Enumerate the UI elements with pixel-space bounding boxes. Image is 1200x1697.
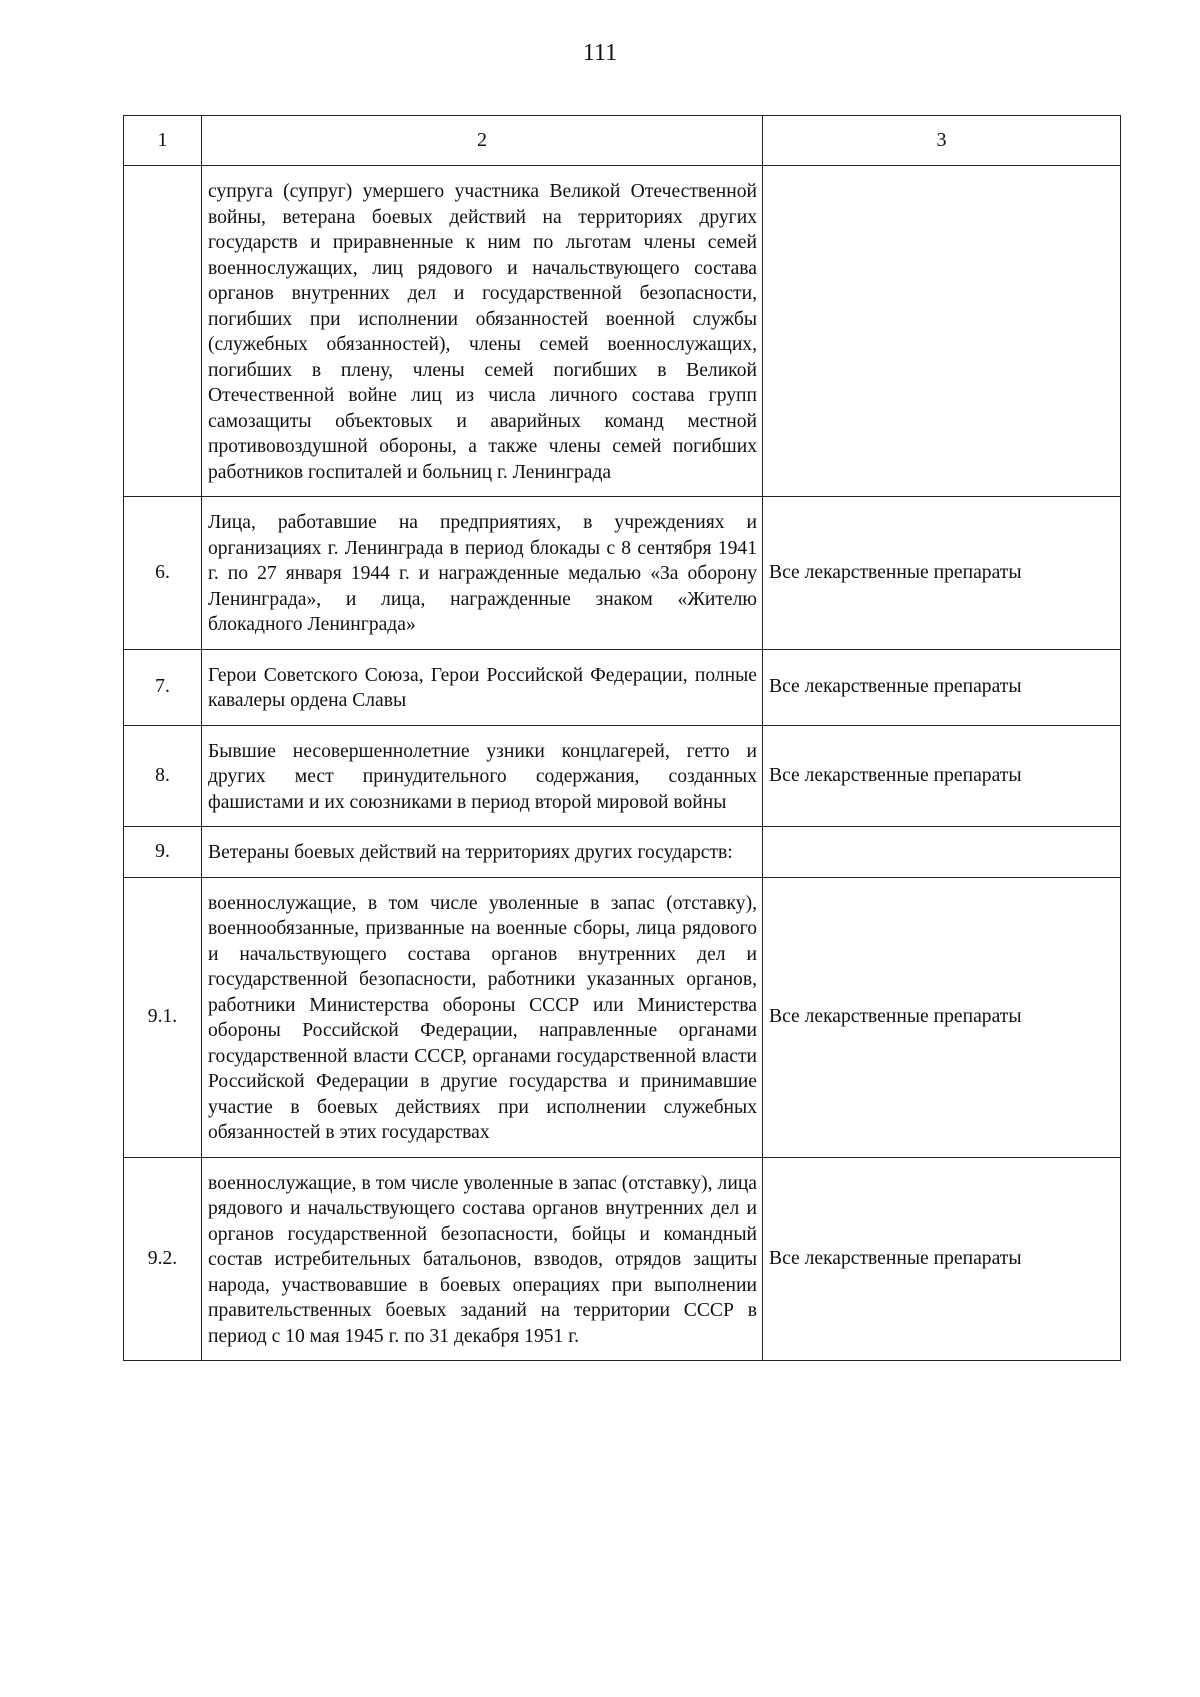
header-col-3: 3 xyxy=(763,116,1121,166)
table-row xyxy=(124,166,1121,497)
row-description: Ветераны боевых действий на территориях других государств: xyxy=(202,827,763,878)
row-description: военнослужащие, в том числе уволенные в запас (отставку), военнообязанные, призванные на военные сборы, лица рядового и начальствующего состава органов внутренних дел и государственной безопасности, работники указанных органов, работники Министерства обороны СССР или Министерства обороны Российской Федерации, направленные органами государственной власти СССР, органами государственной власти Российской Федерации в другие государства и принимавшие участие в боевых действиях при исполнении служебных обязанностей в этих государствах xyxy=(202,877,763,1157)
table-row xyxy=(124,649,1121,725)
row-description: Лица, работавшие на предприятиях, в учреждениях и организациях г. Ленинграда в период блокады с 8 сентября 1941 г. по 27 января 1944 г. и награжденные медалью «За оборону Ленинграда», и лица, награжденные знаком «Жителю блокадного Ленинграда» xyxy=(202,497,763,650)
row-medication: Все лекарственные препараты xyxy=(763,497,1121,650)
row-medication xyxy=(763,827,1121,878)
row-medication: Все лекарственные препараты xyxy=(763,725,1121,827)
row-description: военнослужащие, в том числе уволенные в запас (отставку), лица рядового и начальствующего состава органов внутренних дел и органов государственной безопасности, бойцы и командный состав истребительных батальонов, взводов, отрядов защиты народа, участвовавшие в боевых операциях при выполнении правительственных боевых заданий на территории СССР в период с 10 мая 1945 г. по 31 декабря 1951 г. xyxy=(202,1157,763,1361)
row-number: 9.2. xyxy=(124,1157,202,1361)
row-number: 9.1. xyxy=(124,877,202,1157)
table-row xyxy=(124,827,1121,878)
row-number: 9. xyxy=(124,827,202,878)
table-row xyxy=(124,877,1121,1157)
page-number: 111 xyxy=(582,40,618,66)
row-number: 6. xyxy=(124,497,202,650)
row-medication: Все лекарственные препараты xyxy=(763,649,1121,725)
row-description: Бывшие несовершеннолетние узники концлагерей, гетто и других мест принудительного содержания, созданных фашистами и их союзниками в период второй мировой войны xyxy=(202,725,763,827)
row-number xyxy=(124,166,202,497)
table-row xyxy=(124,1157,1121,1361)
table-row xyxy=(124,497,1121,650)
row-number: 8. xyxy=(124,725,202,827)
row-medication xyxy=(763,166,1121,497)
row-description: Герои Советского Союза, Герои Российской Федерации, полные кавалеры ордена Славы xyxy=(202,649,763,725)
row-description: супруга (супруг) умершего участника Великой Отечественной войны, ветерана боевых действий на территориях других государств и приравненные к ним по льготам члены семей военнослужащих, лиц рядового и начальствующего состава органов внутренних дел и государственной безопасности, погибших при исполнении обязанностей военной службы (служебных обязанностей), члены семей военнослужащих, погибших в плену, члены семей погибших в Великой Отечественной войне лиц из числа личного состава групп самозащиты объектовых и аварийных команд местной противовоздушной обороны, а также члены семей погибших работников госпиталей и больниц г. Ленинграда xyxy=(202,166,763,497)
row-number: 7. xyxy=(124,649,202,725)
row-medication: Все лекарственные препараты xyxy=(763,1157,1121,1361)
header-col-2: 2 xyxy=(202,116,763,166)
row-medication: Все лекарственные препараты xyxy=(763,877,1121,1157)
table-header-row xyxy=(124,116,1121,166)
table-row xyxy=(124,725,1121,827)
header-col-1: 1 xyxy=(124,116,202,166)
benefits-table xyxy=(123,115,1121,1361)
